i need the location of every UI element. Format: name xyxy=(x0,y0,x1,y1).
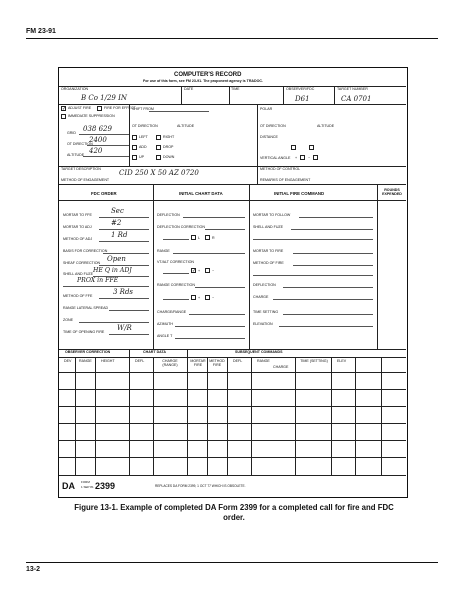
underline xyxy=(175,326,245,327)
underline xyxy=(79,134,129,135)
command-row-label: METHOD OF FIRE xyxy=(253,261,284,265)
form-subtitle: For use of this form, see FM 23-91. The proponent agency is TRADOC. xyxy=(143,79,264,83)
target-description-label: TARGET DESCRIPTION xyxy=(61,167,101,171)
target-number-label: TARGET NUMBER xyxy=(337,87,368,91)
range-correction-label: RANGE CORRECTION xyxy=(157,283,195,287)
underline xyxy=(253,239,373,240)
underline xyxy=(163,239,189,240)
command-row-label: ELEVATION xyxy=(253,322,273,326)
rule xyxy=(59,423,406,424)
col-defl: DEFL xyxy=(135,359,145,363)
underline xyxy=(195,287,245,288)
fdc-row-label: METHOD OF ADJ xyxy=(63,237,93,241)
fdc-row-label: TIME OF OPENING FIRE xyxy=(63,330,105,334)
vertical-angle-label: VERTICAL ANGLE xyxy=(260,156,291,160)
form-date: 1 SEP 81 xyxy=(81,485,94,489)
down-checkbox[interactable] xyxy=(156,155,161,160)
down-2-checkbox[interactable] xyxy=(309,145,314,150)
rule xyxy=(59,406,406,407)
col-height: HEIGHT xyxy=(101,359,115,363)
organization-value: B Co 1/29 IN xyxy=(81,94,127,102)
underline xyxy=(109,310,149,311)
col-elev: ELEV xyxy=(337,359,347,363)
altitude-label: ALTITUDE xyxy=(67,153,85,157)
vt-minus-checkbox[interactable] xyxy=(205,268,210,273)
fdc-row-value: W/R xyxy=(117,324,132,332)
underline xyxy=(103,253,149,254)
fdc-row-value: Sec xyxy=(111,207,124,215)
ot-direction-value: 2400 xyxy=(89,136,107,144)
col-time-setting: TIME (SETTING) xyxy=(300,359,328,363)
underline xyxy=(87,145,129,146)
deflection-correction-label: DEFLECTION CORRECTION xyxy=(157,225,205,229)
rule xyxy=(59,184,406,185)
underline xyxy=(299,217,373,218)
underline xyxy=(163,273,189,274)
col-method-fire: METHOD FIRE xyxy=(209,359,225,367)
command-row-label: TIME SETTING xyxy=(253,310,279,314)
page-number: 13-2 xyxy=(26,566,41,573)
fdc-row-label: METHOD OF FFE xyxy=(63,294,93,298)
observer-correction-header: OBSERVER CORRECTION xyxy=(65,350,111,354)
rule xyxy=(59,389,406,390)
underline xyxy=(149,111,209,112)
col-range-2: RANGE xyxy=(257,359,270,363)
method-of-engagement-label: METHOD OF ENGAGEMENT xyxy=(61,178,110,182)
fire-for-effect-checkbox[interactable] xyxy=(97,106,102,111)
fdc-row-value: #2 xyxy=(111,219,122,227)
organization-label: ORGANIZATION xyxy=(61,87,89,91)
divider xyxy=(283,86,284,104)
command-row-label: MORTAR TO FOLLOW xyxy=(253,213,291,217)
form-da-label: DA xyxy=(62,481,75,491)
col-dev: DEV xyxy=(64,359,72,363)
header-rule xyxy=(26,38,438,39)
ot-direction-2-label: OT DIRECTION xyxy=(132,124,158,128)
initial-fire-command-header: INITIAL FIRE COMMAND xyxy=(274,191,325,196)
chart-data-header: CHART DATA xyxy=(143,350,167,354)
fdc-row-label: MORTAR TO FFE xyxy=(63,213,92,217)
rule xyxy=(59,457,406,458)
underline xyxy=(279,326,373,327)
command-row-label: CHARGE xyxy=(253,295,269,299)
up-label: UP xyxy=(139,155,144,159)
fdc-row-value: PROX in FFE xyxy=(77,277,119,284)
range-label: RANGE xyxy=(157,249,170,253)
col-mortar-fire: MORTAR FIRE xyxy=(190,359,206,367)
immediate-suppression-checkbox[interactable] xyxy=(61,114,66,119)
ot-direction-label: OT DIRECTION xyxy=(67,142,93,146)
fdc-row-label: MORTAR TO ADJ xyxy=(63,225,92,229)
polar-label: POLAR xyxy=(260,107,273,111)
underline xyxy=(109,334,149,335)
deflection-label: DEFLECTION xyxy=(157,213,180,217)
range-minus-checkbox[interactable] xyxy=(205,295,210,300)
underline xyxy=(99,229,149,230)
ot-direction-3-label: OT DIRECTION xyxy=(260,124,286,128)
underline xyxy=(293,265,373,266)
minus-sign: − xyxy=(212,269,215,273)
underline xyxy=(291,229,373,230)
drop-label: DROP xyxy=(163,145,174,149)
minus-sign: − xyxy=(212,296,215,300)
fdc-row-label: ZONE xyxy=(63,318,73,322)
underline xyxy=(293,253,373,254)
left-letter: L xyxy=(198,236,200,240)
divider xyxy=(257,104,258,166)
fdc-row-value: 1 Rd xyxy=(111,231,128,239)
fdc-row-label: SHELL AND FUZE xyxy=(63,272,94,276)
rule xyxy=(59,372,406,373)
col-charge: CHARGE xyxy=(273,365,289,369)
drop-checkbox[interactable] xyxy=(156,145,161,150)
grid-value: 038 629 xyxy=(83,125,112,133)
underline xyxy=(99,298,149,299)
adjust-fire-checkbox[interactable]: ✓ xyxy=(62,106,67,112)
underline xyxy=(189,314,245,315)
underline xyxy=(273,299,373,300)
down-label: DOWN xyxy=(163,155,175,159)
form-title: COMPUTER'S RECORD xyxy=(174,72,242,78)
plus-sign: + xyxy=(295,156,298,160)
underline xyxy=(253,275,373,276)
deflection-left-checkbox[interactable] xyxy=(191,235,196,240)
fdc-row-label: RANGE LATERAL SPREAD xyxy=(63,306,109,310)
azimuth-label: AZIMUTH xyxy=(157,322,173,326)
rule xyxy=(59,357,406,358)
fdc-row-value: Open xyxy=(107,255,126,263)
initial-chart-data-header: INITIAL CHART DATA xyxy=(179,191,223,196)
vertical-plus-checkbox[interactable] xyxy=(300,155,305,160)
divider xyxy=(249,184,250,349)
vt-alt-correction-label: VT/ALT CORRECTION xyxy=(157,260,195,264)
form-label: FORM xyxy=(81,480,90,484)
underline xyxy=(83,156,129,157)
right-checkbox[interactable] xyxy=(156,135,161,140)
underline xyxy=(99,265,149,266)
add-label: ADD xyxy=(139,145,147,149)
altitude-3-label: ALTITUDE xyxy=(317,124,335,128)
underline xyxy=(283,314,373,315)
ffe-label: FIRE FOR EFFECT xyxy=(104,106,136,110)
rule xyxy=(59,349,406,350)
right-label: RIGHT xyxy=(163,135,175,139)
target-number-value: CA 0701 xyxy=(341,95,372,103)
fdc-order-header: FDC ORDER xyxy=(91,191,117,196)
rule xyxy=(59,200,406,201)
method-of-control-label: METHOD OF CONTROL xyxy=(260,167,301,171)
plus-sign: + xyxy=(198,296,201,300)
deflection-right-checkbox[interactable] xyxy=(205,235,210,240)
immediate-suppression-label: IMMEDIATE SUPPRESSION xyxy=(68,114,115,118)
observer-value: D61 xyxy=(295,95,310,103)
command-row-label: DEFLECTION xyxy=(253,283,276,287)
remarks-label: REMARKS OF ENGAGEMENT xyxy=(260,178,311,182)
da-form-2399 xyxy=(58,67,408,498)
rule xyxy=(59,104,406,105)
divider xyxy=(229,86,230,104)
left-checkbox[interactable] xyxy=(132,135,137,140)
footer-rule xyxy=(26,562,438,563)
range-plus-checkbox[interactable] xyxy=(191,295,196,300)
time-label: TIME xyxy=(231,87,240,91)
underline xyxy=(283,287,373,288)
manual-header: FM 23-91 xyxy=(26,28,56,35)
underline xyxy=(79,322,149,323)
fdc-row-value: HE Q in ADJ xyxy=(93,267,132,274)
col-defl-2: DEFL xyxy=(233,359,243,363)
divider xyxy=(377,184,378,349)
divider xyxy=(129,104,130,166)
shift-from-label: SHIFT FROM xyxy=(132,107,154,111)
replaces-note: REPLACES DA FORM 2399, 1 OCT 77 WHICH IS OBSOLETE. xyxy=(155,484,246,488)
altitude-2-label: ALTITUDE xyxy=(177,124,195,128)
command-row-label: SHELL AND FUZE xyxy=(253,225,284,229)
underline xyxy=(175,338,245,339)
divider xyxy=(334,86,335,104)
underline xyxy=(205,229,245,230)
col-charge-range: CHARGE (RANGE) xyxy=(162,359,178,367)
left-label: LEFT xyxy=(139,135,148,139)
figure-caption: Figure 13-1. Example of completed DA Form 2399 for a completed call for fire and FDC order. xyxy=(74,503,394,522)
grid-label: GRID xyxy=(67,131,76,135)
rule xyxy=(59,166,406,167)
vt-plus-checkbox[interactable]: ✓ xyxy=(192,268,197,274)
vp-checkbox[interactable] xyxy=(291,145,296,150)
fdc-row-label: BASIS FOR CORRECTION xyxy=(63,249,108,253)
underline xyxy=(183,217,245,218)
altitude-value: 420 xyxy=(89,147,103,155)
plus-sign: + xyxy=(198,269,201,273)
vertical-minus-checkbox[interactable] xyxy=(313,155,318,160)
distance-label: DISTANCE xyxy=(260,135,278,139)
minus-sign: − xyxy=(308,156,311,160)
divider xyxy=(257,166,258,184)
form-number: 2399 xyxy=(95,481,116,491)
underline xyxy=(163,299,189,300)
underline xyxy=(173,253,245,254)
adjust-fire-label: ADJUST FIRE xyxy=(68,106,92,110)
command-row-label: MORTAR TO FIRE xyxy=(253,249,284,253)
subsequent-commands-header: SUBSEQUENT COMMANDS xyxy=(235,350,283,354)
observer-label: OBSERVER/FDC xyxy=(286,87,315,91)
rounds-expended-header: ROUNDS EXPENDED xyxy=(382,188,402,196)
target-description-value: CID 250 X 50 AZ 0720 xyxy=(119,169,199,177)
up-checkbox[interactable] xyxy=(132,155,137,160)
underline xyxy=(63,286,149,287)
rule xyxy=(59,440,406,441)
charge-range-label: CHARGE/RANGE xyxy=(157,310,187,314)
divider xyxy=(181,86,182,104)
right-letter: R xyxy=(212,236,215,240)
rule xyxy=(59,475,406,476)
date-label: DATE xyxy=(184,87,194,91)
underline xyxy=(99,241,149,242)
divider xyxy=(153,184,154,349)
underline xyxy=(99,217,149,218)
fdc-row-label: SHEAF CORRECTION xyxy=(63,261,101,265)
angle-t-label: ANGLE T xyxy=(157,334,173,338)
add-checkbox[interactable] xyxy=(132,145,137,150)
col-range: RANGE xyxy=(79,359,92,363)
fdc-row-value: 3 Rds xyxy=(113,288,134,296)
